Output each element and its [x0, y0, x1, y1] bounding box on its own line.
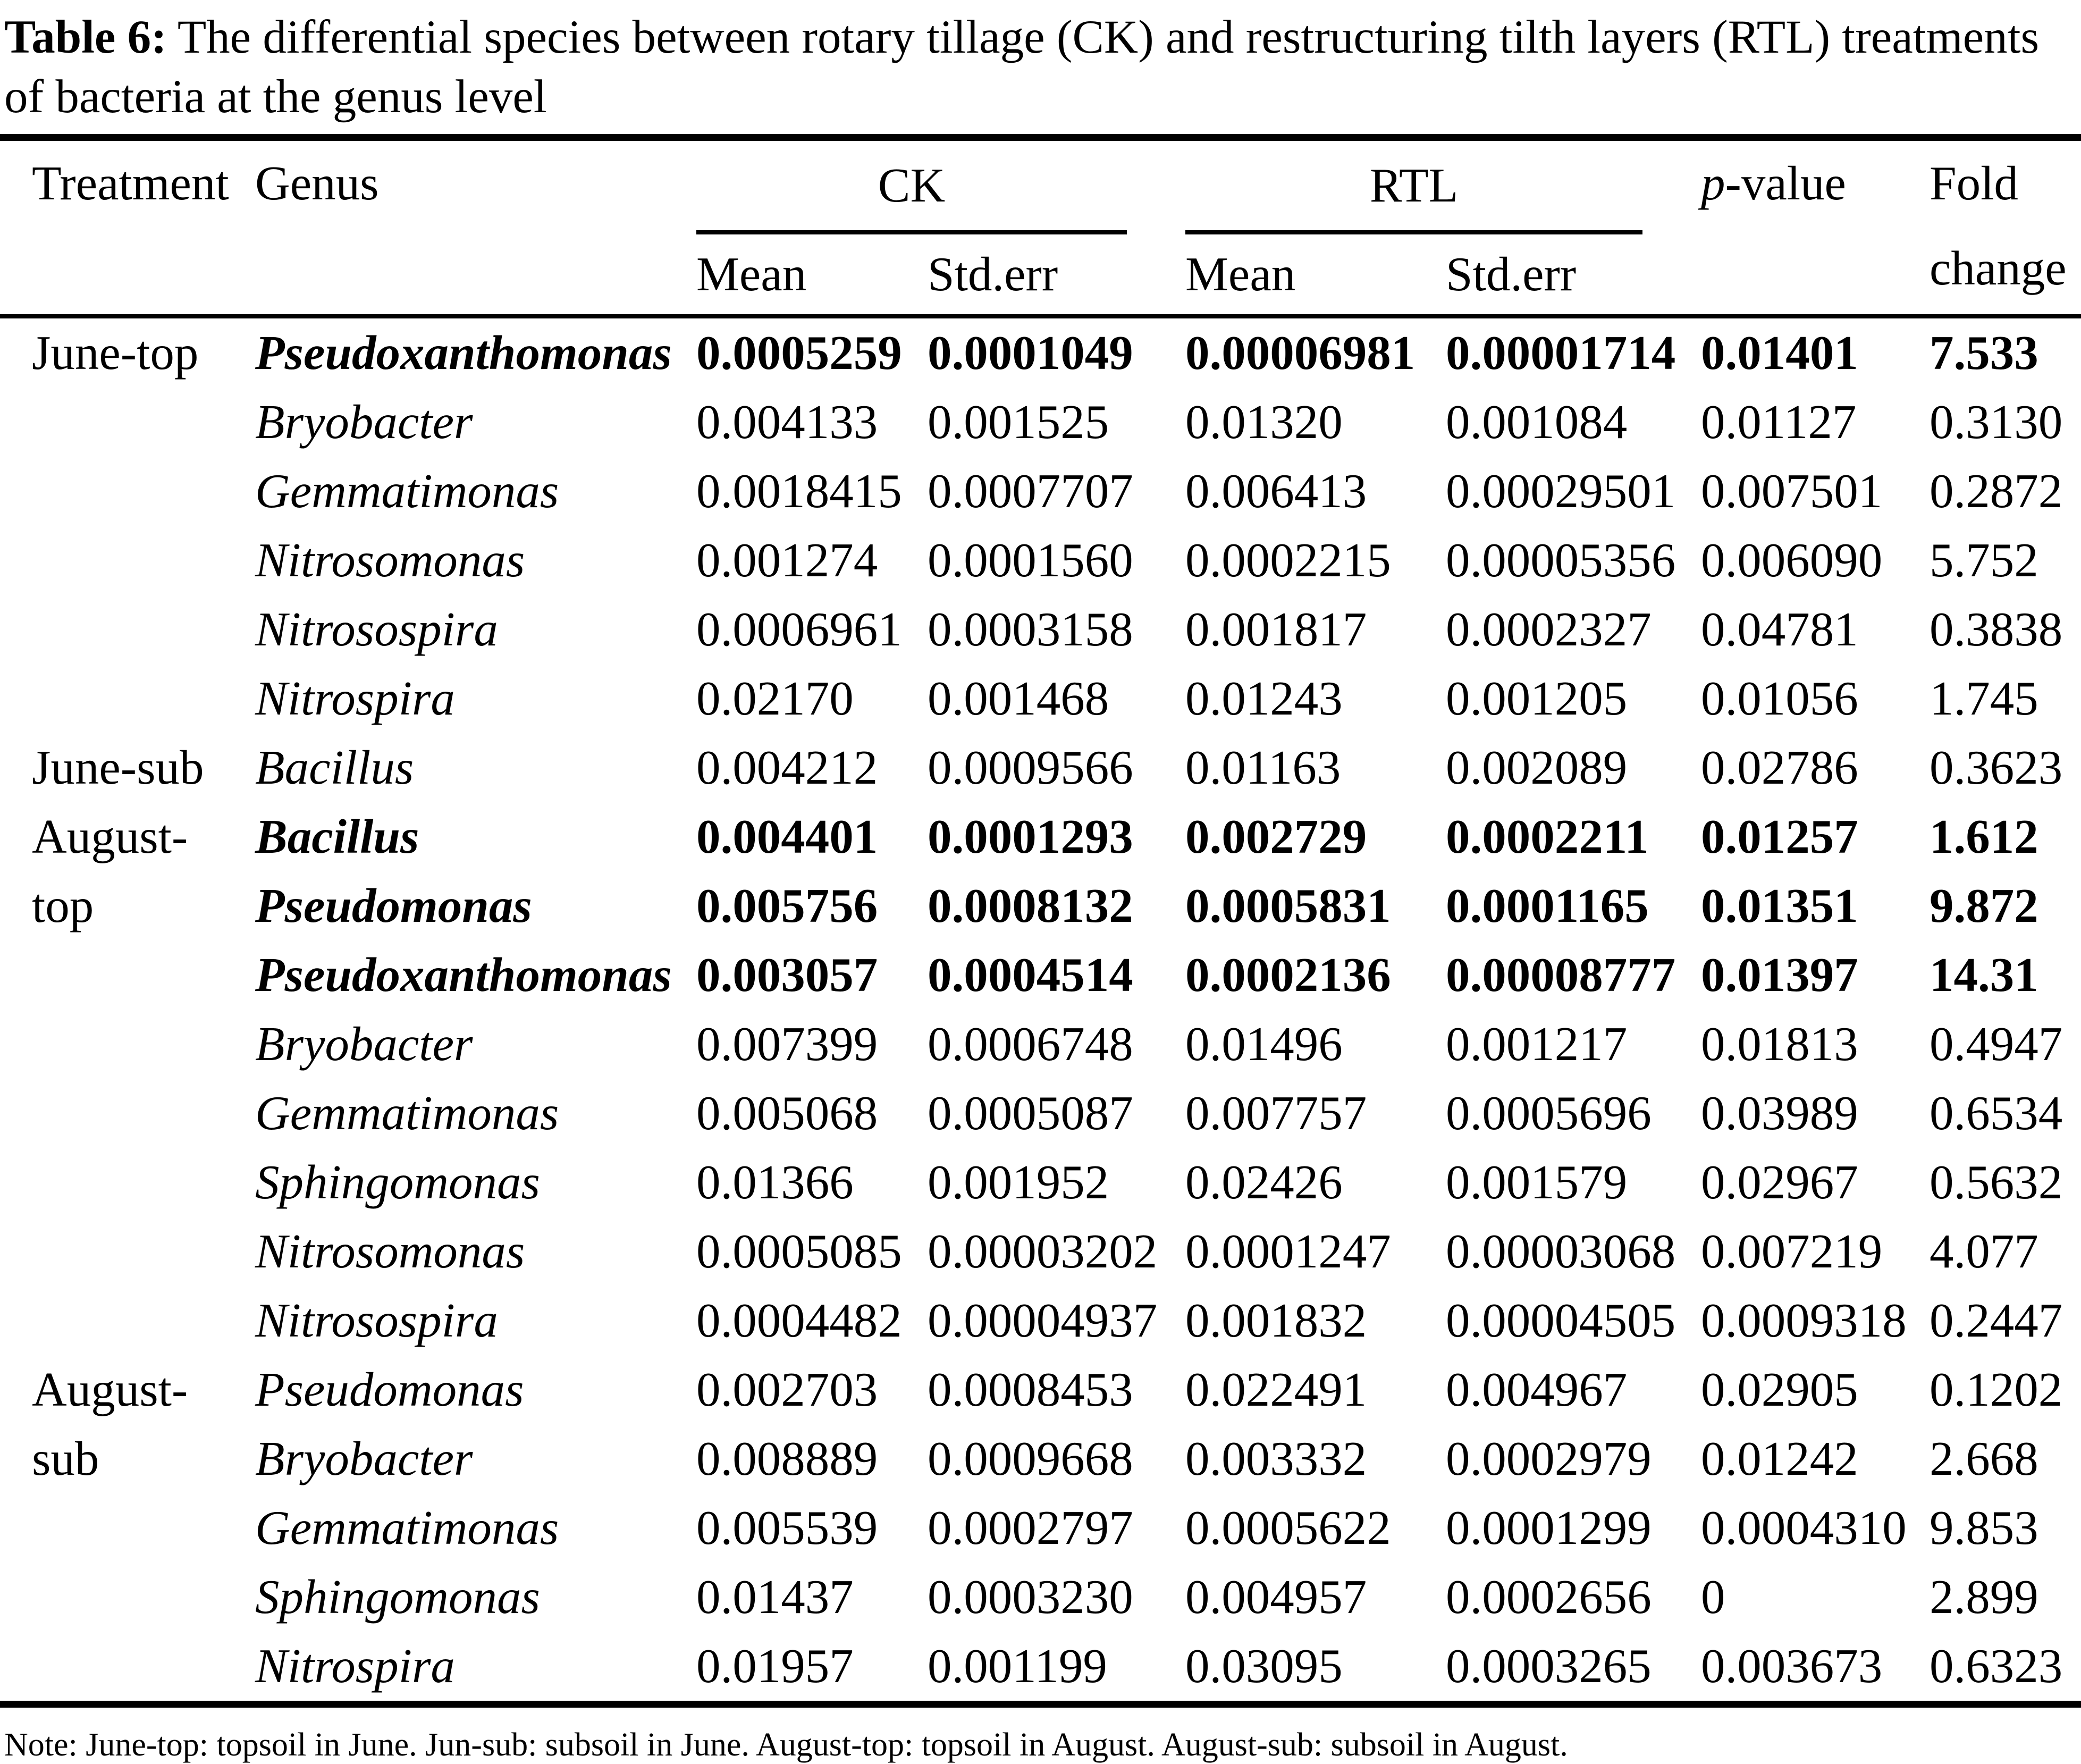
p-value-cell: 0.01056 — [1701, 671, 1858, 725]
fold-change-cell: 0.2447 — [1930, 1293, 2063, 1347]
fold-change-cell: 9.853 — [1930, 1501, 2038, 1555]
genus-cell: Nitrosospira — [255, 602, 498, 656]
ck-stderr-cell: 0.0008132 — [928, 879, 1133, 933]
col-group-ck-label: CK — [696, 141, 1127, 234]
table-caption-text: The differential species between rotary tillage (CK) and restructuring tilth layers (RTL) treatments of bacteria at the genus level — [4, 11, 2040, 123]
table-row — [0, 316, 2081, 388]
rtl-mean-cell: 0.001832 — [1185, 1293, 1367, 1347]
rtl-mean-cell: 0.01163 — [1185, 741, 1341, 794]
rtl-mean-cell: 0.01496 — [1185, 1017, 1343, 1071]
table-body — [0, 316, 2081, 1704]
genus-cell: Pseudomonas — [255, 879, 532, 933]
rtl-stderr-cell: 0.00001714 — [1414, 316, 1669, 388]
ck-stderr-cell: 0.0003158 — [928, 602, 1133, 656]
table-row — [0, 1563, 2081, 1632]
table-row — [0, 1424, 2081, 1493]
col-header-treatment: Treatment — [32, 156, 229, 210]
rtl-mean-cell: 0.022491 — [1185, 1363, 1367, 1416]
p-value-cell: 0 — [1701, 1570, 1725, 1624]
ck-mean-cell: 0.01437 — [696, 1570, 854, 1624]
table-header — [0, 138, 2081, 317]
ck-stderr-cell: 0.001199 — [928, 1639, 1107, 1693]
treatment-cell: June-top — [0, 316, 223, 733]
fold-change-cell: 0.1202 — [1930, 1363, 2063, 1416]
rtl-mean-cell: 0.02426 — [1185, 1155, 1343, 1209]
ck-mean-cell: 0.005068 — [696, 1086, 878, 1140]
col-header-genus: Genus — [255, 156, 379, 210]
fold-change-cell: 0.6534 — [1930, 1086, 2063, 1140]
col-header-p-value — [1669, 138, 1898, 317]
p-value-cell: 0.007501 — [1701, 464, 1883, 518]
treatment-cell: August-sub — [32, 1363, 188, 1485]
ck-mean-cell: 0.004133 — [696, 395, 878, 449]
table-row — [0, 871, 2081, 940]
ck-stderr-cell: 0.0001293 — [928, 810, 1133, 863]
fold-change-cell: 7.533 — [1898, 316, 2081, 388]
genus-cell: Nitrosomonas — [255, 1224, 525, 1278]
rtl-stderr-cell: 0.0002979 — [1446, 1432, 1652, 1485]
table-row — [0, 1148, 2081, 1217]
rtl-stderr-cell: 0.002089 — [1446, 741, 1628, 794]
rtl-mean-cell: 0.01243 — [1185, 671, 1343, 725]
rtl-stderr-cell: 0.00003068 — [1446, 1224, 1676, 1278]
ck-mean-cell: 0.01366 — [696, 1155, 854, 1209]
ck-stderr-cell: 0.001525 — [928, 395, 1109, 449]
header-row-groups — [0, 138, 2081, 235]
ck-stderr-cell: 0.001468 — [928, 671, 1109, 725]
genus-cell: Gemmatimonas — [255, 464, 559, 518]
ck-mean-cell: 0.004401 — [696, 810, 878, 863]
p-value-italic-p: p — [1701, 156, 1725, 210]
ck-stderr-cell: 0.0009566 — [928, 741, 1133, 794]
rtl-stderr-cell: 0.004967 — [1446, 1363, 1628, 1416]
p-value-cell: 0.003673 — [1701, 1639, 1883, 1693]
ck-stderr-cell: 0.001952 — [928, 1155, 1109, 1209]
p-value-cell: 0.0009318 — [1701, 1293, 1907, 1347]
rtl-stderr-cell: 0.00029501 — [1446, 464, 1676, 518]
ck-mean-cell: 0.01957 — [696, 1639, 854, 1693]
table-note: Note: June-top: topsoil in June. Jun-sub: subsoil in June. August-top: topsoil in August. August-sub: subsoil in August. — [4, 1727, 1568, 1763]
rtl-mean-cell: 0.0005831 — [1185, 879, 1391, 933]
p-value-cell: 0.01397 — [1701, 948, 1858, 1002]
rtl-stderr-cell: 0.0002327 — [1446, 602, 1652, 656]
table-row — [0, 595, 2081, 664]
genus-cell: Nitrosospira — [255, 1293, 498, 1347]
ck-mean-cell: 0.0018415 — [696, 464, 902, 518]
fold-change-cell: 0.5632 — [1930, 1155, 2063, 1209]
col-group-rtl-label: RTL — [1185, 141, 1642, 234]
treatment-cell: August-top — [32, 810, 188, 933]
fold-change-cell: 2.668 — [1930, 1432, 2038, 1485]
rtl-stderr-cell: 0.00004505 — [1446, 1293, 1676, 1347]
col-header-ck-mean: Mean — [696, 247, 807, 301]
rtl-stderr-cell: 0.0001165 — [1446, 879, 1649, 933]
rtl-stderr-cell: 0.0001299 — [1446, 1501, 1652, 1555]
fold-change-cell: 0.3623 — [1930, 741, 2063, 794]
rtl-mean-cell: 0.0002136 — [1185, 948, 1391, 1002]
fold-change-cell: 1.612 — [1930, 810, 2038, 863]
ck-mean-cell: 0.0006961 — [696, 602, 902, 656]
ck-stderr-cell: 0.0003230 — [928, 1570, 1133, 1624]
rtl-mean-cell: 0.00006981 — [1153, 316, 1414, 388]
genus-cell: Sphingomonas — [255, 1155, 540, 1209]
rtl-stderr-cell: 0.0002656 — [1446, 1570, 1652, 1624]
genus-cell: Gemmatimonas — [255, 1501, 559, 1555]
rtl-stderr-cell: 0.0002211 — [1446, 810, 1649, 863]
rtl-stderr-cell: 0.00005356 — [1446, 533, 1676, 587]
p-value-cell: 0.02786 — [1701, 741, 1858, 794]
rtl-stderr-cell: 0.001205 — [1446, 671, 1628, 725]
ck-stderr-cell: 0.0002797 — [928, 1501, 1133, 1555]
table-row — [0, 1355, 2081, 1424]
table-row — [0, 940, 2081, 1010]
table-row — [0, 388, 2081, 457]
rtl-stderr-cell: 0.001579 — [1446, 1155, 1628, 1209]
col-header-rtl-mean: Mean — [1185, 247, 1296, 301]
ck-mean-cell: 0.003057 — [696, 948, 878, 1002]
ck-mean-cell: 0.0005085 — [696, 1224, 902, 1278]
ck-mean-cell: 0.0005259 — [664, 316, 896, 388]
rtl-stderr-cell: 0.001084 — [1446, 395, 1628, 449]
ck-mean-cell: 0.02170 — [696, 671, 854, 725]
table-row — [0, 526, 2081, 595]
table-row — [0, 1632, 2081, 1704]
genus-cell: Bryobacter — [255, 1017, 473, 1071]
p-value-cell: 0.01127 — [1701, 395, 1857, 449]
fold-change-cell: 1.745 — [1930, 671, 2038, 725]
ck-stderr-cell: 0.0007707 — [928, 464, 1133, 518]
genus-cell: Sphingomonas — [255, 1570, 540, 1624]
rtl-mean-cell: 0.0001247 — [1185, 1224, 1391, 1278]
col-group-ck — [664, 138, 1153, 235]
table-row — [0, 457, 2081, 526]
ck-mean-cell: 0.007399 — [696, 1017, 878, 1071]
genus-cell: Pseudoxanthomonas — [223, 316, 664, 388]
rtl-mean-cell: 0.0002215 — [1185, 533, 1391, 587]
col-group-rtl — [1153, 138, 1669, 235]
rtl-mean-cell: 0.006413 — [1185, 464, 1367, 518]
fold-change-cell: 0.2872 — [1930, 464, 2063, 518]
genus-cell: Gemmatimonas — [255, 1086, 559, 1140]
rtl-mean-cell: 0.0005622 — [1185, 1501, 1391, 1555]
p-value-cell: 0.02967 — [1701, 1155, 1858, 1209]
fold-change-cell: 0.4947 — [1930, 1017, 2063, 1071]
table-row — [0, 802, 2081, 871]
ck-stderr-cell: 0.0006748 — [928, 1017, 1133, 1071]
p-value-cell: 0.007219 — [1701, 1224, 1883, 1278]
genus-cell: Nitrosomonas — [255, 533, 525, 587]
col-header-ck-stderr: Std.err — [928, 247, 1058, 301]
data-table — [0, 134, 2081, 1708]
ck-mean-cell: 0.005539 — [696, 1501, 878, 1555]
genus-cell: Bacillus — [255, 810, 419, 863]
p-value-cell: 0.01813 — [1701, 1017, 1858, 1071]
ck-mean-cell: 0.002703 — [696, 1363, 878, 1416]
genus-cell: Pseudomonas — [255, 1363, 524, 1416]
ck-mean-cell: 0.008889 — [696, 1432, 878, 1485]
table-caption — [0, 0, 2081, 127]
table-row — [0, 733, 2081, 802]
rtl-mean-cell: 0.007757 — [1185, 1086, 1367, 1140]
fold-change-cell: 0.3130 — [1930, 395, 2063, 449]
fold-change-cell: 14.31 — [1930, 948, 2038, 1002]
ck-stderr-cell: 0.00003202 — [928, 1224, 1158, 1278]
table-row — [0, 1010, 2081, 1079]
fold-change-cell: 2.899 — [1930, 1570, 2038, 1624]
ck-mean-cell: 0.005756 — [696, 879, 878, 933]
fold-change-cell: 4.077 — [1930, 1224, 2038, 1278]
table-row — [0, 664, 2081, 733]
genus-cell: Bryobacter — [255, 395, 473, 449]
p-value-cell: 0.01351 — [1701, 879, 1858, 933]
fold-change-cell: 5.752 — [1930, 533, 2038, 587]
genus-cell: Nitrospira — [255, 1639, 455, 1693]
genus-cell: Nitrospira — [255, 671, 455, 725]
p-value-cell: 0.01401 — [1669, 316, 1898, 388]
rtl-stderr-cell: 0.00008777 — [1446, 948, 1676, 1002]
ck-stderr-cell: 0.0009668 — [928, 1432, 1133, 1485]
genus-cell: Bacillus — [255, 741, 414, 794]
rtl-mean-cell: 0.001817 — [1185, 602, 1367, 656]
table-caption-number: Table 6: — [4, 11, 167, 63]
rtl-stderr-cell: 0.0003265 — [1446, 1639, 1652, 1693]
ck-stderr-cell: 0.00004937 — [928, 1293, 1158, 1347]
rtl-stderr-cell: 0.001217 — [1446, 1017, 1628, 1071]
col-header-rtl-stderr: Std.err — [1446, 247, 1577, 301]
p-value-cell: 0.006090 — [1701, 533, 1883, 587]
p-value-cell: 0.01257 — [1701, 810, 1858, 863]
table-row — [0, 1286, 2081, 1355]
table-row — [0, 1493, 2081, 1563]
rtl-mean-cell: 0.003332 — [1185, 1432, 1367, 1485]
table-row — [0, 1217, 2081, 1286]
p-value-rest: -value — [1725, 156, 1846, 210]
ck-stderr-cell: 0.0001560 — [928, 533, 1133, 587]
genus-cell: Bryobacter — [255, 1432, 473, 1485]
rtl-mean-cell: 0.03095 — [1185, 1639, 1343, 1693]
rtl-stderr-cell: 0.0005696 — [1446, 1086, 1652, 1140]
ck-mean-cell: 0.0004482 — [696, 1293, 902, 1347]
rtl-mean-cell: 0.01320 — [1185, 395, 1343, 449]
p-value-cell: 0.03989 — [1701, 1086, 1858, 1140]
rtl-mean-cell: 0.002729 — [1185, 810, 1367, 863]
p-value-cell: 0.02905 — [1701, 1363, 1858, 1416]
ck-mean-cell: 0.004212 — [696, 741, 878, 794]
genus-cell: Pseudoxanthomonas — [255, 948, 672, 1002]
fold-change-cell: 0.6323 — [1930, 1639, 2063, 1693]
ck-stderr-cell: 0.0008453 — [928, 1363, 1133, 1416]
p-value-cell: 0.01242 — [1701, 1432, 1858, 1485]
fold-change-cell: 0.3838 — [1930, 602, 2063, 656]
ck-stderr-cell: 0.0004514 — [928, 948, 1133, 1002]
ck-mean-cell: 0.001274 — [696, 533, 878, 587]
ck-stderr-cell: 0.0005087 — [928, 1086, 1133, 1140]
p-value-cell: 0.0004310 — [1701, 1501, 1907, 1555]
p-value-cell: 0.04781 — [1701, 602, 1858, 656]
col-header-fold-change: Fold change — [1930, 156, 2067, 295]
ck-stderr-cell: 0.0001049 — [896, 316, 1153, 388]
treatment-cell: June-sub — [32, 741, 204, 794]
table-row — [0, 1079, 2081, 1148]
fold-change-cell: 9.872 — [1930, 879, 2038, 933]
rtl-mean-cell: 0.004957 — [1185, 1570, 1367, 1624]
